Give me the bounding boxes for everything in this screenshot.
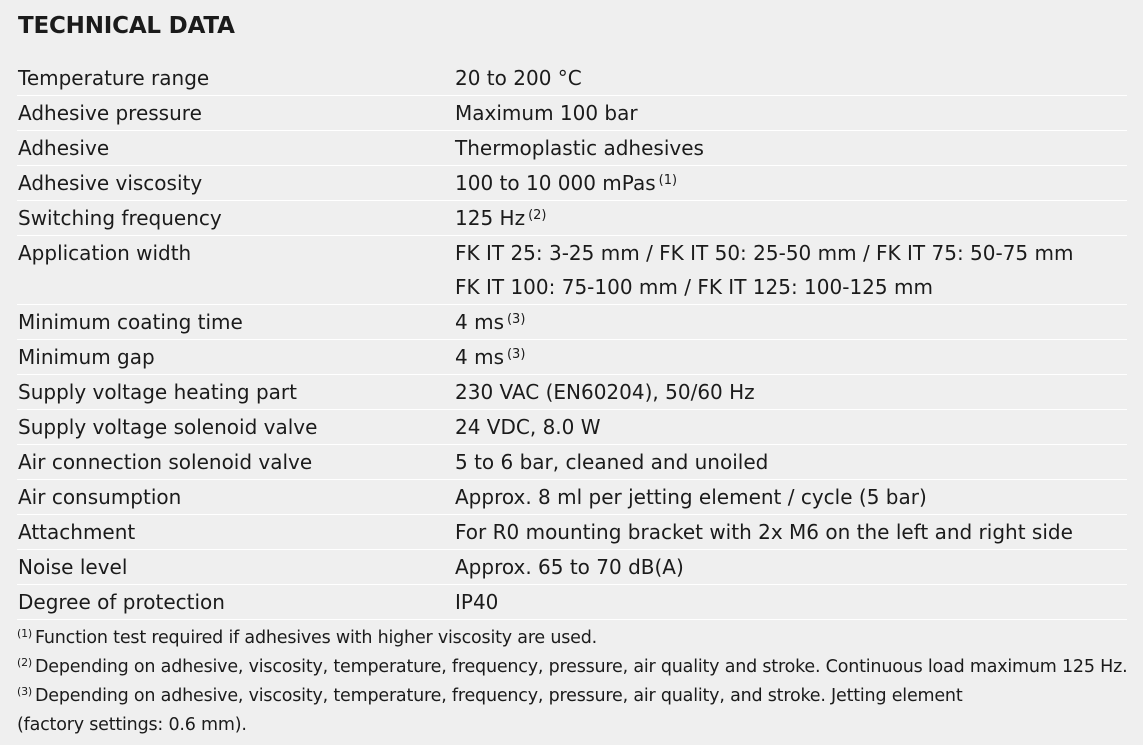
table-row [17, 585, 1127, 620]
row-label: Switching frequency [18, 206, 222, 230]
table-row [17, 236, 1127, 305]
row-value: 5 to 6 bar, cleaned and unoiled [455, 450, 769, 474]
table-row [17, 96, 1127, 131]
row-label: Adhesive pressure [18, 101, 202, 125]
table-row [17, 305, 1127, 340]
table-row [17, 61, 1127, 96]
row-value: Approx. 65 to 70 dB(A) [455, 555, 684, 579]
row-label: Degree of protection [18, 590, 225, 614]
footnote-mark: (3) [17, 685, 32, 698]
row-value: 4 ms $^{(3)}$ [455, 310, 526, 334]
table-row [17, 410, 1127, 445]
row-label: Temperature range [18, 66, 210, 90]
row-label: Adhesive [18, 136, 110, 160]
footnote: $^{(2)}$ Depending on adhesive, viscosity, temperature, frequency, pressure, air quality and stroke. Continuous load maximum 125 Hz. [17, 656, 1128, 677]
row-value: 100 to 10 000 mPas $^{(1)}$ [455, 171, 678, 195]
table-row [17, 131, 1127, 166]
row-value: 230 VAC (EN60204), 50/60 Hz [455, 380, 755, 404]
table-row [17, 201, 1127, 236]
footnote-continuation: (factory settings: 0.6 mm). [17, 715, 247, 735]
row-label: Supply voltage heating part [18, 380, 297, 404]
row-value: FK IT 25: 3-25 mm / FK IT 50: 25-50 mm / FK IT 75: 50-75 mm FK IT 100: 75-100 mm / FK IT 125: 100-125 mm [455, 241, 1074, 299]
table-row [17, 515, 1127, 550]
technical-data-table [17, 61, 1127, 620]
row-label: Attachment [18, 520, 136, 544]
table-row [17, 480, 1127, 515]
row-value: 20 to 200 °C [455, 66, 582, 90]
table-row [17, 340, 1127, 375]
row-label: Minimum coating time [18, 310, 243, 334]
row-value: 125 Hz $^{(2)}$ [455, 206, 547, 230]
row-value: IP40 [455, 590, 499, 614]
row-label: Air consumption [18, 485, 182, 509]
row-value: 4 ms $^{(3)}$ [455, 345, 526, 369]
row-label: Supply voltage solenoid valve [18, 415, 318, 439]
page-title: TECHNICAL DATA [18, 13, 235, 39]
footnote: $^{(3)}$ Depending on adhesive, viscosity, temperature, frequency, pressure, air quality, and stroke. Jetting element [17, 685, 963, 706]
row-label: Minimum gap [18, 345, 155, 369]
footnote: $^{(1)}$ Function test required if adhesives with higher viscosity are used. [17, 627, 597, 648]
table-row [17, 550, 1127, 585]
row-label: Noise level [18, 555, 128, 579]
footnote-marker: (3) [506, 312, 526, 327]
row-value: Maximum 100 bar [455, 101, 638, 125]
row-label: Application width [18, 241, 192, 265]
footnote-marker: (2) [528, 208, 547, 223]
row-value: Thermoplastic adhesives [455, 136, 704, 160]
row-value: Approx. 8 ml per jetting element / cycle (5 bar) [455, 485, 927, 509]
table-row [17, 166, 1127, 201]
table-row [17, 375, 1127, 410]
row-value: For R0 mounting bracket with 2x M6 on the left and right side [455, 520, 1073, 544]
footnote-marker: (3) [506, 347, 526, 362]
footnote-marker: (1) [658, 173, 678, 188]
footnotes [17, 624, 1132, 740]
footnote-mark: (1) [17, 627, 32, 640]
row-label: Air connection solenoid valve [18, 450, 313, 474]
row-value: 24 VDC, 8.0 W [455, 415, 601, 439]
table-row [17, 445, 1127, 480]
row-label: Adhesive viscosity [18, 171, 203, 195]
footnote-mark: (2) [17, 656, 32, 669]
